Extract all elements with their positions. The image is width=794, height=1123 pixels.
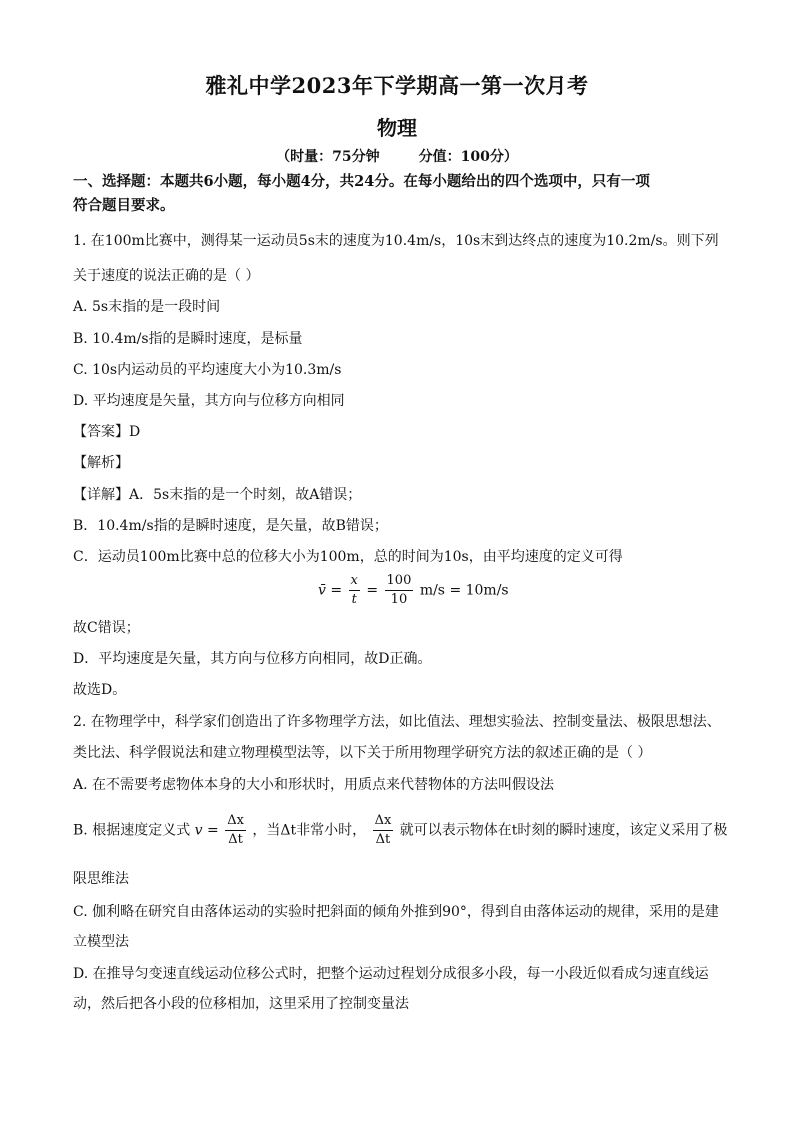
q1-answer: 【答案】D	[73, 424, 141, 440]
formula-lhs: v̄ =	[318, 582, 343, 599]
q1-detail-a: 【详解】A．5s末指的是一个时刻，故A错误；	[73, 487, 362, 503]
exam-meta: （时量：75分钟 分值：100分）	[276, 149, 518, 165]
q2-option-b-fraction	[225, 812, 246, 849]
q2-option-b-part2: ，当Δt非常小时，	[252, 822, 367, 839]
q1-stem-line2: 关于速度的说法正确的是（ ）	[73, 268, 260, 284]
q2-option-c-line1: C. 伽利略在研究自由落体运动的实验时把斜面的倾角外推到90°，得到自由落体运动的规律，采用的是建	[73, 904, 719, 920]
q2-stem-line1: 2. 在物理学中，科学家们创造出了许多物理学方法，如比值法、理想实验法、控制变量法、极限思想法、	[73, 714, 721, 730]
q1-detail-b: B．10.4m/s指的是瞬时速度，是矢量，故B错误；	[73, 518, 388, 534]
average-velocity-formula	[318, 572, 509, 609]
q2-option-b-fraction-2	[373, 812, 394, 849]
formula-fraction-100-10	[385, 572, 414, 609]
q2-frac-den: Δt	[228, 832, 243, 847]
q2-frac2-den: Δt	[375, 832, 391, 847]
q1-analysis-label: 【解析】	[73, 455, 129, 471]
exam-title: 雅礼中学2023年下学期高一第一次月考	[205, 73, 589, 98]
q1-stem-line1: 1. 在100m比赛中，测得某一运动员5s末的速度为10.4m/s，10s末到达终点的速度为10.2m/s。则下列	[73, 233, 719, 249]
q2-frac-num: Δx	[225, 812, 246, 831]
section-heading-line2: 符合题目要求。	[73, 197, 175, 214]
q2-frac2-num: Δx	[373, 812, 394, 831]
q2-option-b-line2: 限思维法	[73, 871, 129, 887]
q2-option-b-line1	[73, 812, 727, 849]
formula-rhs: m/s = 10m/s	[419, 582, 509, 599]
subject-title: 物理	[377, 116, 417, 140]
q2-option-b-part3: 就可以表示物体在t时刻的瞬时速度，该定义采用了极	[399, 822, 728, 839]
section-heading-line1: 一、选择题：本题共6小题，每小题4分，共24分。在每小题给出的四个选项中，只有一项	[73, 173, 650, 190]
q2-option-d-line2: 动，然后把各小段的位移相加，这里采用了控制变量法	[73, 996, 409, 1012]
formula-frac2-num: 100	[385, 572, 414, 591]
q2-option-b-v: v =	[194, 822, 219, 839]
q1-detail-c: C．运动员100m比赛中总的位移大小为100m，总的时间为10s，由平均速度的定义可得	[73, 549, 623, 565]
q2-option-d-line1: D. 在推导匀变速直线运动位移公式时，把整个运动过程划分成很多小段，每一小段近似看成匀速直线运	[73, 966, 709, 982]
q1-detail-c2: 故C错误；	[73, 620, 140, 636]
q1-option-d: D. 平均速度是矢量，其方向与位移方向相同	[73, 393, 345, 409]
formula-fraction-x-t	[349, 572, 360, 609]
q2-option-c-line2: 立模型法	[73, 934, 129, 950]
formula-frac2-den: 10	[390, 592, 408, 607]
q1-option-c: C. 10s内运动员的平均速度大小为10.3m/s	[73, 362, 342, 378]
formula-frac1-num: x	[349, 572, 360, 591]
q1-conclusion: 故选D。	[73, 682, 127, 698]
formula-frac1-den: t	[351, 592, 357, 607]
q1-option-a: A. 5s末指的是一段时间	[73, 299, 221, 315]
formula-equals: =	[366, 582, 379, 599]
q2-option-b-part1: B. 根据速度定义式	[73, 822, 191, 839]
q2-option-a: A. 在不需要考虑物体本身的大小和形状时，用质点来代替物体的方法叫假设法	[73, 777, 555, 793]
q1-option-b: B. 10.4m/s指的是瞬时速度，是标量	[73, 331, 303, 347]
q1-detail-d: D．平均速度是矢量，其方向与位移方向相同，故D正确。	[73, 651, 432, 667]
q2-stem-line2: 类比法、科学假说法和建立物理模型法等，以下关于所用物理学研究方法的叙述正确的是（ ）	[73, 745, 652, 761]
